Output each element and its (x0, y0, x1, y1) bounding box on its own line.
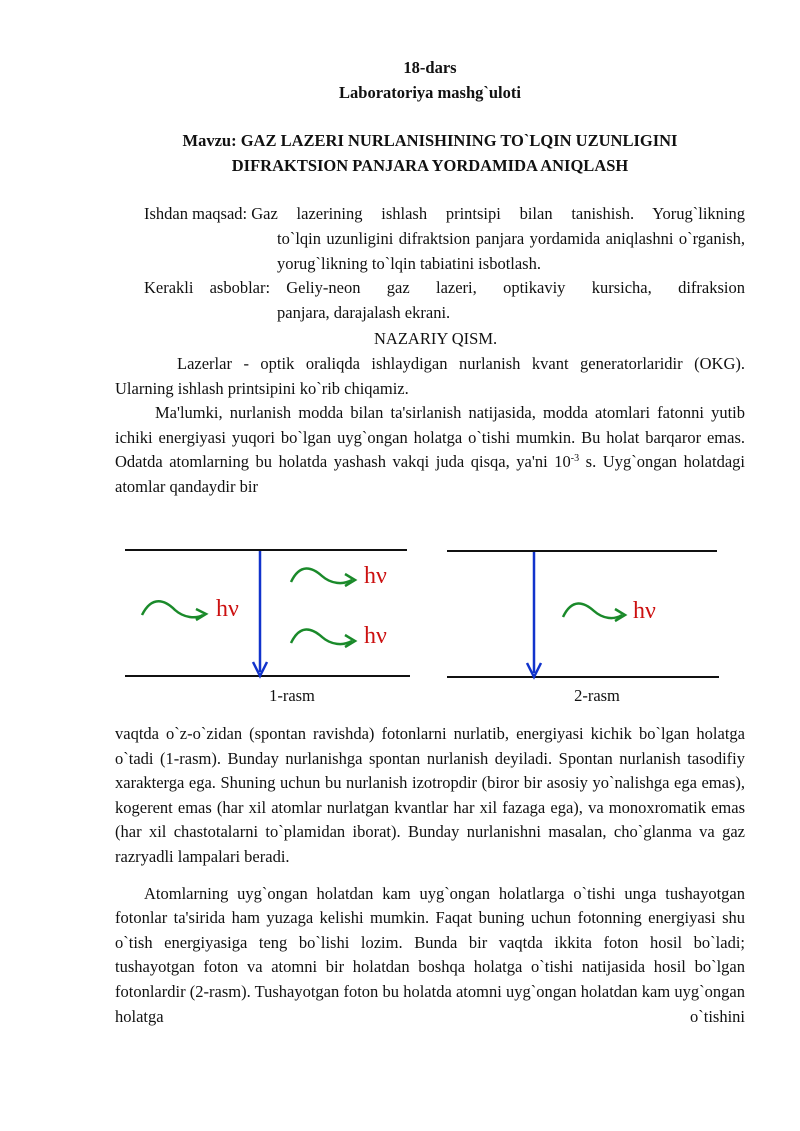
fig1-emitted-photon-bottom-icon (291, 629, 355, 647)
topic-line-2: DIFRAKTSION PANJARA YORDAMIDA ANIQLASH (231, 155, 629, 175)
goal-label: Ishdan maqsad: (144, 204, 252, 224)
figure-1 (125, 550, 410, 705)
fig2-caption: 2-rasm (574, 686, 620, 705)
tools-continuation: panjara, darajalash ekrani. (277, 302, 451, 322)
lesson-number: 18-dars (403, 58, 457, 77)
paragraph-4: Atomlarning uyg`ongan holatdan kam uyg`ongan holatlarga o`tishi unga tushayotgan fotonlar ta'sirida ham yuzaga kelishi mumkin. Faqat buning uchun fotonning energiyasi shu o`tish energiyasiga teng bo`lishi lozim. Bunda bir vaqtda ikkita foton hosil bo`ladi; tushayotgan foton va atomni bir holatdan boshqa holatga o`tishi natijasida hosil bo`lgan fotonlardir (2-rasm). Tushayotgan foton bu holatda atomni uyg`ongan holatdan kam uyg`ongan holatga o`tishini (115, 883, 745, 1026)
paragraph-2-b: s. Uyg`ongan holatdagi atomlar qandaydir bir (115, 452, 745, 496)
lesson-type: Laboratoriya mashg`uloti (339, 82, 521, 102)
paragraph-3: vaqtda o`z-o`zidan (spontan ravishda) fotonlarni nurlatib, energiyasi kichik bo`lgan holatga o`tadi (1-rasm). Bunday nurlanishga spontan nurlanish deyiladi. Spontan nurlanish tasodifiy xarakterga ega. Shuning uchun bu nurlanish izotropdir (biror bir asosiy yo`nalishga ega emas), kogerent emas (har xil atomlar nurlatgan kvantlar har xil fazaga ega), va monoxromatik emas (har xil chastotalarni to`plamidan iborat). Bunday nurlanishni masalan, cho`glanma va gaz razryadli lampalari beradi. (115, 724, 745, 866)
tools-label: Kerakli asboblar: (144, 278, 287, 298)
document-page-lower (115, 722, 745, 1029)
figure-2 (447, 551, 719, 705)
paragraph-2-a: Ma'lumki, nurlanish modda bilan ta'sirlanish natijasida, modda atomlari fatonni yutib ichiki energiyasi yuqori bo`lgan uyg`ongan holatga o`tishi mumkin. Bu holat barqaror emas. Odatda atomlarning bu holatda yashash vakqi juda qisqa, ya'ni 10 (115, 403, 745, 472)
fig1-incoming-photon-icon (142, 601, 206, 620)
fig1-photon-label-bottom: hν (364, 623, 387, 649)
goal-text: Gaz lazerining ishlash printsipi bilan tanishish. Yorug`likning (251, 204, 745, 224)
fig1-caption: 1-rasm (269, 686, 315, 705)
fig2-photon-label: hν (633, 598, 656, 624)
fig1-emitted-photon-top-icon (291, 568, 355, 586)
tools-text: Geliy-neon gaz lazeri, optikaviy kursicha, difraksion (286, 278, 745, 298)
fig1-photon-label-left: hν (216, 596, 239, 622)
section-title: NAZARIY QISM. (374, 329, 498, 349)
fig2-photon-icon (563, 603, 625, 621)
paragraph-2-exponent: -3 (570, 453, 580, 465)
paragraph-1: Lazerlar - optik oraliqda ishlaydigan nurlanish kvant generatorlaridir (OKG). Ularning ishlash printsipini ko`rib chiqamiz. (115, 353, 745, 398)
fig1-photon-label-top: hν (364, 563, 387, 589)
topic-line-1: Mavzu: GAZ LAZERI NURLANISHINING TO`LQIN UZUNLIGINI (182, 131, 678, 151)
goal-continuation: to`lqin uzunligini difraktsion panjara yordamida aniqlashni o`rganish, yorug`likning to`lqin tabiatini isbotlash. (277, 228, 745, 273)
